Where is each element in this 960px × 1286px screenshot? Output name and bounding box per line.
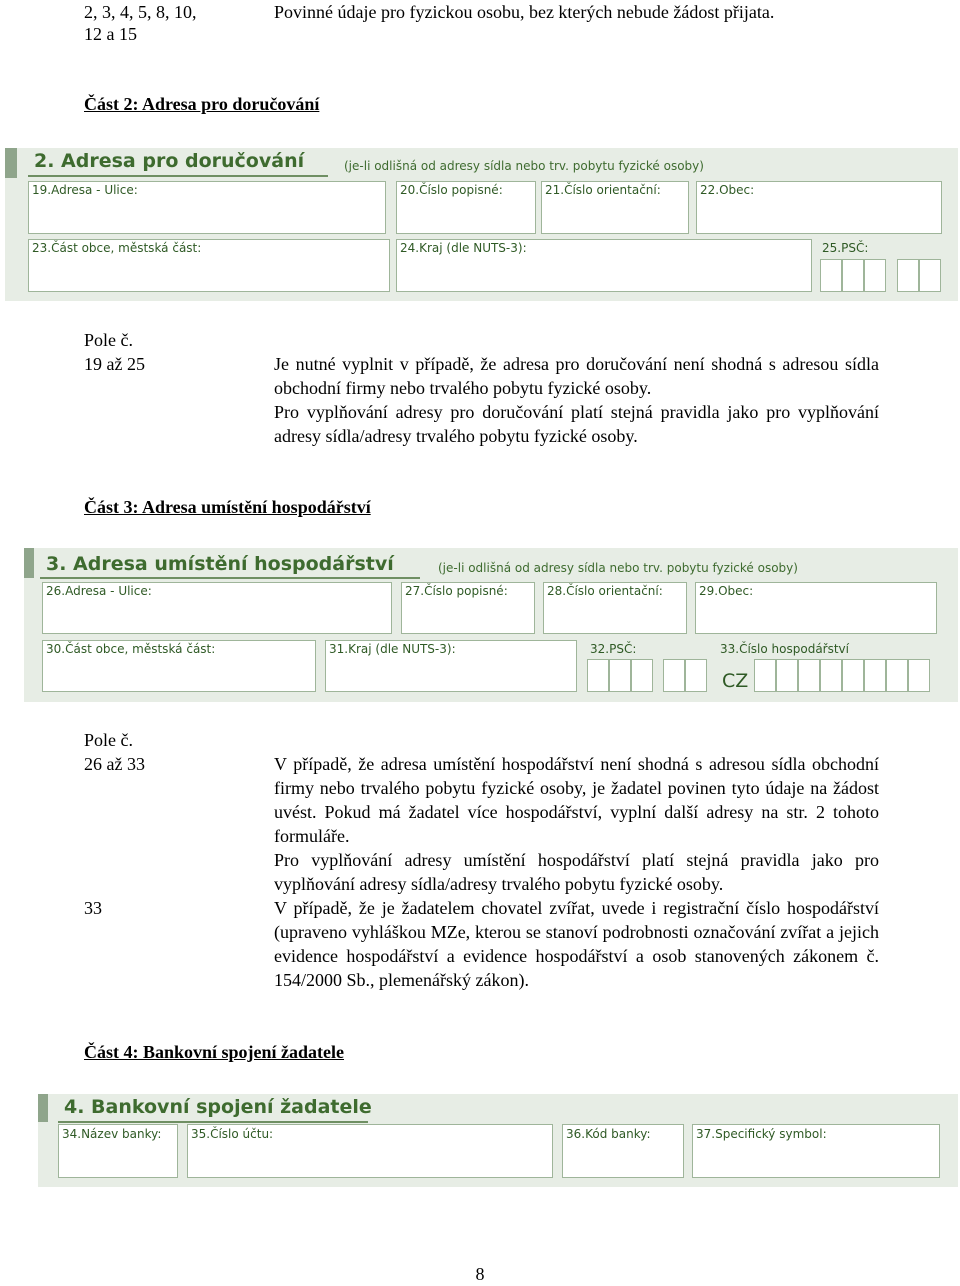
part2-para1: Je nutné vyplnit v případě, že adresa pro doručování není shodná s adresou sídla obchodní firmy nebo trvalého pobytu fyzické osoby.: [274, 354, 879, 398]
field-33-farm-cell-1[interactable]: [754, 659, 776, 692]
field-32-postcode-cell-4[interactable]: [663, 659, 685, 692]
part3-para1: V případě, že adresa umístění hospodářství není shodná s adresou sídla obchodní firmy nebo trvalého pobytu fyzické osoby, je žadatel povinen tyto údaje na žádost uvést. Pokud má žadatel více hospodářství, vyplní další adresy na str. 2 tohoto formuláře.: [274, 754, 879, 846]
field-33-farm-cell-3[interactable]: [798, 659, 820, 692]
field-21-label: 21.Číslo orientační:: [545, 183, 661, 197]
part3-para3: V případě, že je žadatelem chovatel zvířat, uvede i registrační číslo hospodářství (upraveno vyhláškou MZe, kterou se stanoví podrobnosti označování zvířat a jejich evidence hospodářství a evidence hospodářství a osob stanovených zákonem č. 154/2000 Sb., plemenářský zákon).: [274, 898, 879, 990]
intro-field-numbers-line1: 2, 3, 4, 5, 8, 10,: [84, 2, 197, 22]
part3-heading: Část 3: Adresa umístění hospodářství: [84, 497, 371, 517]
field-31-label: 31.Kraj (dle NUTS-3):: [329, 642, 456, 656]
field-32-postcode-cell-5[interactable]: [685, 659, 707, 692]
intro-field-numbers-line2: 12 a 15: [84, 24, 137, 44]
page-number: 8: [475, 1264, 485, 1284]
field-25-postcode-cell-4[interactable]: [897, 259, 919, 292]
field-35-label: 35.Číslo účtu:: [191, 1127, 274, 1141]
part3-field-label-1: Pole č.: [84, 730, 133, 750]
field-25-label: 25.PSČ:: [822, 241, 869, 255]
part3-field-label-2: 26 až 33: [84, 754, 145, 774]
field-33-farm-cell-4[interactable]: [820, 659, 842, 692]
field-28-label: 28.Číslo orientační:: [547, 584, 663, 598]
part3-panel-title: 3. Adresa umístění hospodářství: [46, 553, 394, 575]
field-33-farm-cell-2[interactable]: [776, 659, 798, 692]
field-23-label: 23.Část obce, městská část:: [32, 241, 202, 255]
part2-field-label-1: Pole č.: [84, 330, 133, 350]
part4-heading: Část 4: Bankovní spojení žadatele: [84, 1042, 345, 1062]
part2-heading: Část 2: Adresa pro doručování: [84, 94, 320, 114]
part2-panel-title: 2. Adresa pro doručování: [34, 150, 305, 172]
field-25-postcode-cell-3[interactable]: [864, 259, 886, 292]
part2-para2: Pro vyplňování adresy pro doručování platí stejná pravidla jako pro vyplňování adresy sídla/adresy trvalého pobytu fyzické osoby.: [274, 402, 879, 446]
part2-panel-note: (je-li odlišná od adresy sídla nebo trv. pobytu fyzické osoby): [344, 159, 704, 173]
field-20-label: 20.Číslo popisné:: [400, 183, 503, 197]
part4-title-underline: [58, 1121, 368, 1123]
field-33-farm-cell-6[interactable]: [864, 659, 886, 692]
part2-field-label-2: 19 až 25: [84, 354, 145, 374]
field-30-label: 30.Část obce, městská část:: [46, 642, 216, 656]
field-37-label: 37.Specifický symbol:: [696, 1127, 827, 1141]
part2-title-underline: [28, 175, 328, 177]
field-25-postcode-cell-2[interactable]: [842, 259, 864, 292]
field-25-postcode-cell-5[interactable]: [919, 259, 941, 292]
field-33-farm-cell-5[interactable]: [842, 659, 864, 692]
part3-field-label-3: 33: [84, 898, 102, 918]
part3-panel-note: (je-li odlišná od adresy sídla nebo trv. pobytu fyzické osoby): [438, 561, 798, 575]
field-33-label: 33.Číslo hospodářství: [720, 642, 849, 656]
field-34-label: 34.Název banky:: [62, 1127, 162, 1141]
field-24-label: 24.Kraj (dle NUTS-3):: [400, 241, 527, 255]
part3-title-underline: [40, 577, 420, 579]
part3-panel-stripe: [24, 548, 34, 578]
part4-panel-stripe: [38, 1094, 48, 1122]
field-33-farm-cell-8[interactable]: [908, 659, 930, 692]
field-29-label: 29.Obec:: [699, 584, 754, 598]
field-32-postcode-cell-3[interactable]: [631, 659, 653, 692]
field-26-label: 26.Adresa - Ulice:: [46, 584, 152, 598]
part2-panel-stripe: [5, 148, 17, 178]
part3-para2: Pro vyplňování adresy umístění hospodářství platí stejná pravidla jako pro vyplňování adresy sídla/adresy trvalého pobytu fyzické osoby.: [274, 850, 879, 894]
field-25-postcode-cell-1[interactable]: [820, 259, 842, 292]
field-33-farm-cell-7[interactable]: [886, 659, 908, 692]
field-27-label: 27.Číslo popisné:: [405, 584, 508, 598]
intro-text: Povinné údaje pro fyzickou osobu, bez kterých nebude žádost přijata.: [274, 2, 775, 22]
field-33-cz-prefix: CZ: [722, 670, 749, 692]
field-32-label: 32.PSČ:: [590, 642, 637, 656]
field-36-label: 36.Kód banky:: [566, 1127, 651, 1141]
part4-panel-title: 4. Bankovní spojení žadatele: [64, 1096, 372, 1118]
field-32-postcode-cell-1[interactable]: [587, 659, 609, 692]
field-22-label: 22.Obec:: [700, 183, 755, 197]
field-32-postcode-cell-2[interactable]: [609, 659, 631, 692]
field-19-label: 19.Adresa - Ulice:: [32, 183, 138, 197]
